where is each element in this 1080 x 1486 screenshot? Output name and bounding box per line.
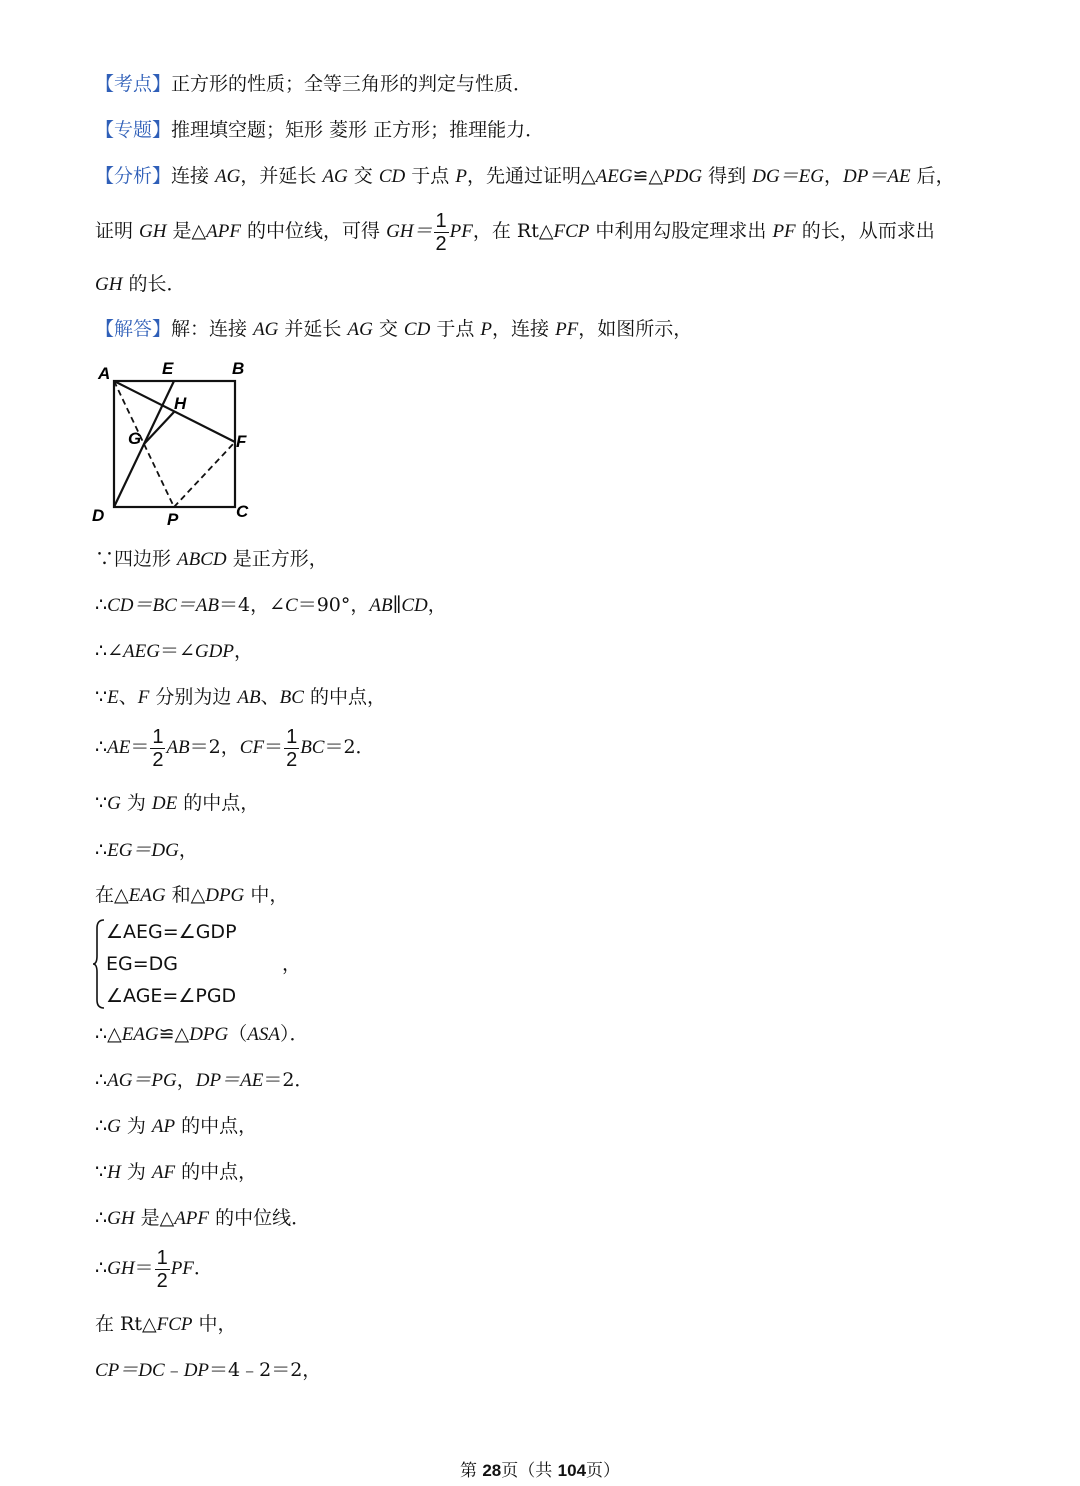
var: GH (107, 1258, 135, 1279)
fraction (434, 211, 449, 254)
text: ＝4﹣2＝2， (209, 1359, 322, 1381)
fraction-denominator: 2 (156, 1269, 168, 1292)
text: 、 (118, 686, 138, 708)
fraction (155, 1248, 170, 1291)
var: EG＝DG (107, 840, 179, 861)
var: APF (206, 221, 241, 242)
var: AG (322, 166, 348, 187)
text: 解：连接 (171, 318, 254, 340)
text: 的中位线． (209, 1207, 311, 1229)
label-e: E (162, 359, 174, 378)
brace-row-2 (106, 948, 301, 980)
text: ∴ (95, 1069, 108, 1091)
text: ∴ (95, 1257, 108, 1279)
text: 中， (192, 1313, 237, 1335)
text: ≌△ (158, 1023, 190, 1045)
var: DP (183, 1360, 210, 1381)
step-3 (95, 638, 253, 665)
text: ∴ (95, 1115, 108, 1137)
text: 是△ (134, 1207, 175, 1229)
var: AP (151, 1116, 176, 1137)
text: 的中位线，可得 (240, 220, 387, 242)
text: ，并延长 (240, 165, 323, 187)
var: DPG (189, 1024, 229, 1045)
var: AE (107, 737, 131, 758)
var: F (137, 687, 150, 708)
var: PF (555, 319, 579, 340)
step-9 (95, 1021, 309, 1048)
text: （ (228, 1023, 248, 1045)
var: BC (300, 737, 325, 758)
step-7 (95, 837, 198, 864)
var: P (455, 166, 467, 187)
text: ∴△ (95, 1023, 122, 1045)
text: 于点 (405, 165, 456, 187)
var: DG＝EG (752, 166, 825, 187)
var: AG＝PG (107, 1070, 177, 1091)
text: ， (178, 839, 198, 861)
label-g: G (128, 429, 142, 448)
var: GDP (194, 641, 234, 662)
var: AG (347, 319, 373, 340)
fenxi-line-1 (95, 163, 955, 190)
text: 后， (910, 165, 955, 187)
fraction (284, 727, 299, 770)
fraction-numerator: 1 (435, 209, 447, 232)
step-5 (95, 722, 375, 773)
label-p: P (167, 510, 179, 529)
geometry-figure (90, 355, 270, 530)
text: ∵ (95, 686, 108, 708)
text: 的长，从而求出 (795, 220, 935, 242)
var: GH＝ (386, 221, 433, 242)
kaodian-text: 正方形的性质；全等三角形的判定与性质． (171, 73, 533, 95)
label-a: A (98, 364, 111, 383)
text: ，如图所示， (578, 318, 693, 340)
step-1 (95, 546, 328, 573)
fraction-denominator: 2 (286, 748, 298, 771)
var: AG (215, 166, 241, 187)
text: ∵四边形 (95, 548, 178, 570)
text: 和△ (165, 884, 206, 906)
text: ∵ (95, 1161, 108, 1183)
fenxi-line-3 (95, 271, 186, 298)
text: ∴ (95, 736, 108, 758)
kaodian-line (95, 71, 532, 97)
text: 第 (459, 1461, 483, 1481)
text: ＝2， (189, 736, 240, 758)
text: ， (427, 594, 447, 616)
zhuanti-tag: 【专题】 (95, 119, 172, 141)
var: FCP (553, 221, 590, 242)
kaodian-tag: 【考点】 (95, 73, 172, 95)
var: DPG (205, 885, 245, 906)
text: 、 (260, 686, 280, 708)
step-12 (95, 1159, 257, 1186)
var: E (107, 687, 119, 708)
var: AB (237, 687, 261, 708)
var: PF (449, 221, 473, 242)
var: GH (95, 274, 123, 295)
text: ∵ (95, 792, 108, 814)
fenxi-tag: 【分析】 (95, 165, 172, 187)
text: 证明 (95, 220, 140, 242)
text: ＝2． (324, 736, 375, 758)
text: ＝4，∠ (218, 594, 285, 616)
var: BC (279, 687, 304, 708)
text: 为 (120, 1115, 152, 1137)
text: ． (193, 1257, 213, 1279)
var: G (107, 793, 121, 814)
step-11 (95, 1113, 257, 1140)
var: DP＝AE (195, 1070, 264, 1091)
text: 中， (244, 884, 289, 906)
var: EAG (121, 1024, 159, 1045)
step-4 (95, 684, 386, 711)
text: ∴ (95, 594, 108, 616)
label-b: B (232, 359, 245, 378)
label-f: F (236, 432, 247, 451)
var: FCP (156, 1314, 193, 1335)
var: APF (174, 1208, 210, 1229)
var: AG (253, 319, 279, 340)
step-2 (95, 592, 447, 619)
label-c: C (236, 502, 249, 521)
text: 页） (586, 1461, 621, 1481)
page-number: 28 (482, 1461, 502, 1480)
text: ， (282, 953, 302, 975)
step-6 (95, 790, 259, 817)
var: GH (107, 1208, 135, 1229)
text: 是正方形， (226, 548, 328, 570)
var: DE (151, 793, 178, 814)
fraction-numerator: 1 (152, 725, 164, 748)
text: ，在 Rt△ (472, 220, 554, 242)
fraction-denominator: 2 (152, 748, 164, 771)
fraction-numerator: 1 (156, 1246, 168, 1269)
var: ABCD (177, 549, 227, 570)
var: AEG (123, 641, 160, 662)
text: ＝2． (263, 1069, 314, 1091)
var: H (107, 1162, 121, 1183)
var: PF (170, 1258, 194, 1279)
step-14 (95, 1243, 213, 1294)
text: ≌△ (632, 165, 664, 187)
text: 为 (120, 792, 152, 814)
step-10 (95, 1067, 313, 1094)
var: AB∥CD (369, 595, 428, 616)
text: 为 (120, 1161, 152, 1183)
brace-rows (106, 916, 301, 1012)
segment-gh (144, 412, 174, 444)
fraction (150, 727, 165, 770)
text: 是△ (166, 220, 207, 242)
step-8 (95, 882, 288, 909)
text: 中利用勾股定理求出 (589, 220, 773, 242)
text: ＝ (130, 736, 150, 758)
var: CD＝BC＝AB (107, 595, 219, 616)
text: ， (176, 1069, 196, 1091)
text: 分别为边 (149, 686, 238, 708)
text: 于点 (430, 318, 481, 340)
text: 的中点， (177, 792, 260, 814)
equation-system (92, 916, 352, 1012)
fraction-denominator: 2 (435, 232, 447, 255)
step-15 (95, 1311, 237, 1338)
text: ）． (279, 1023, 309, 1045)
text: 交 (347, 165, 379, 187)
var: CF (239, 737, 265, 758)
text: ＝∠ (159, 640, 195, 662)
var: PDG (663, 166, 703, 187)
brace-row-3: ∠AGE=∠PGD (106, 985, 237, 1007)
text: ﹣ (164, 1359, 184, 1381)
text: ，连接 (492, 318, 556, 340)
text: 连接 (171, 165, 216, 187)
text: EG=DG (106, 953, 179, 975)
brace-row-1: ∠AEG=∠GDP (106, 921, 237, 943)
var: AB (166, 737, 190, 758)
text: ＝90°， (297, 594, 370, 616)
text: 的中点， (303, 686, 386, 708)
text: 的中点， (175, 1115, 258, 1137)
var: PF (772, 221, 796, 242)
text: ，先通过证明△ (466, 165, 596, 187)
jieda-line (95, 316, 692, 343)
var: C (285, 595, 298, 616)
left-brace-icon (92, 918, 106, 1010)
text: ∴∠ (95, 640, 124, 662)
fenxi-line-2 (95, 206, 935, 257)
text: 在△ (95, 884, 129, 906)
jieda-tag: 【解答】 (95, 318, 172, 340)
var: AF (151, 1162, 176, 1183)
label-d: D (92, 506, 105, 525)
segment-pf (174, 442, 235, 507)
text: 得到 (702, 165, 753, 187)
text: ， (824, 165, 844, 187)
text: ， (233, 640, 253, 662)
var: CD (403, 319, 431, 340)
text: 页（共 (501, 1461, 558, 1481)
page-footer (0, 1456, 1080, 1481)
text: ＝ (264, 736, 284, 758)
text: ∴ (95, 839, 108, 861)
label-h: H (174, 394, 187, 413)
page-total: 104 (557, 1461, 587, 1480)
text: 交 (372, 318, 404, 340)
step-16 (95, 1357, 321, 1384)
var: P (480, 319, 493, 340)
var: CD (378, 166, 406, 187)
var: EAG (128, 885, 166, 906)
var: G (107, 1116, 121, 1137)
var: AEG (595, 166, 633, 187)
var: DP＝AE (843, 166, 911, 187)
text: ＝ (134, 1257, 154, 1279)
var: CP＝DC (95, 1360, 165, 1381)
zhuanti-line (95, 117, 544, 143)
step-13 (95, 1205, 310, 1232)
text: ∴ (95, 1207, 108, 1229)
fraction-numerator: 1 (286, 725, 298, 748)
text: 的中点， (175, 1161, 258, 1183)
text: 的长． (122, 273, 186, 295)
zhuanti-text: 推理填空题；矩形 菱形 正方形；推理能力． (171, 119, 545, 141)
var: ASA (247, 1024, 280, 1045)
text: 在 Rt△ (95, 1313, 157, 1335)
var: GH (139, 221, 167, 242)
text: 并延长 (278, 318, 348, 340)
